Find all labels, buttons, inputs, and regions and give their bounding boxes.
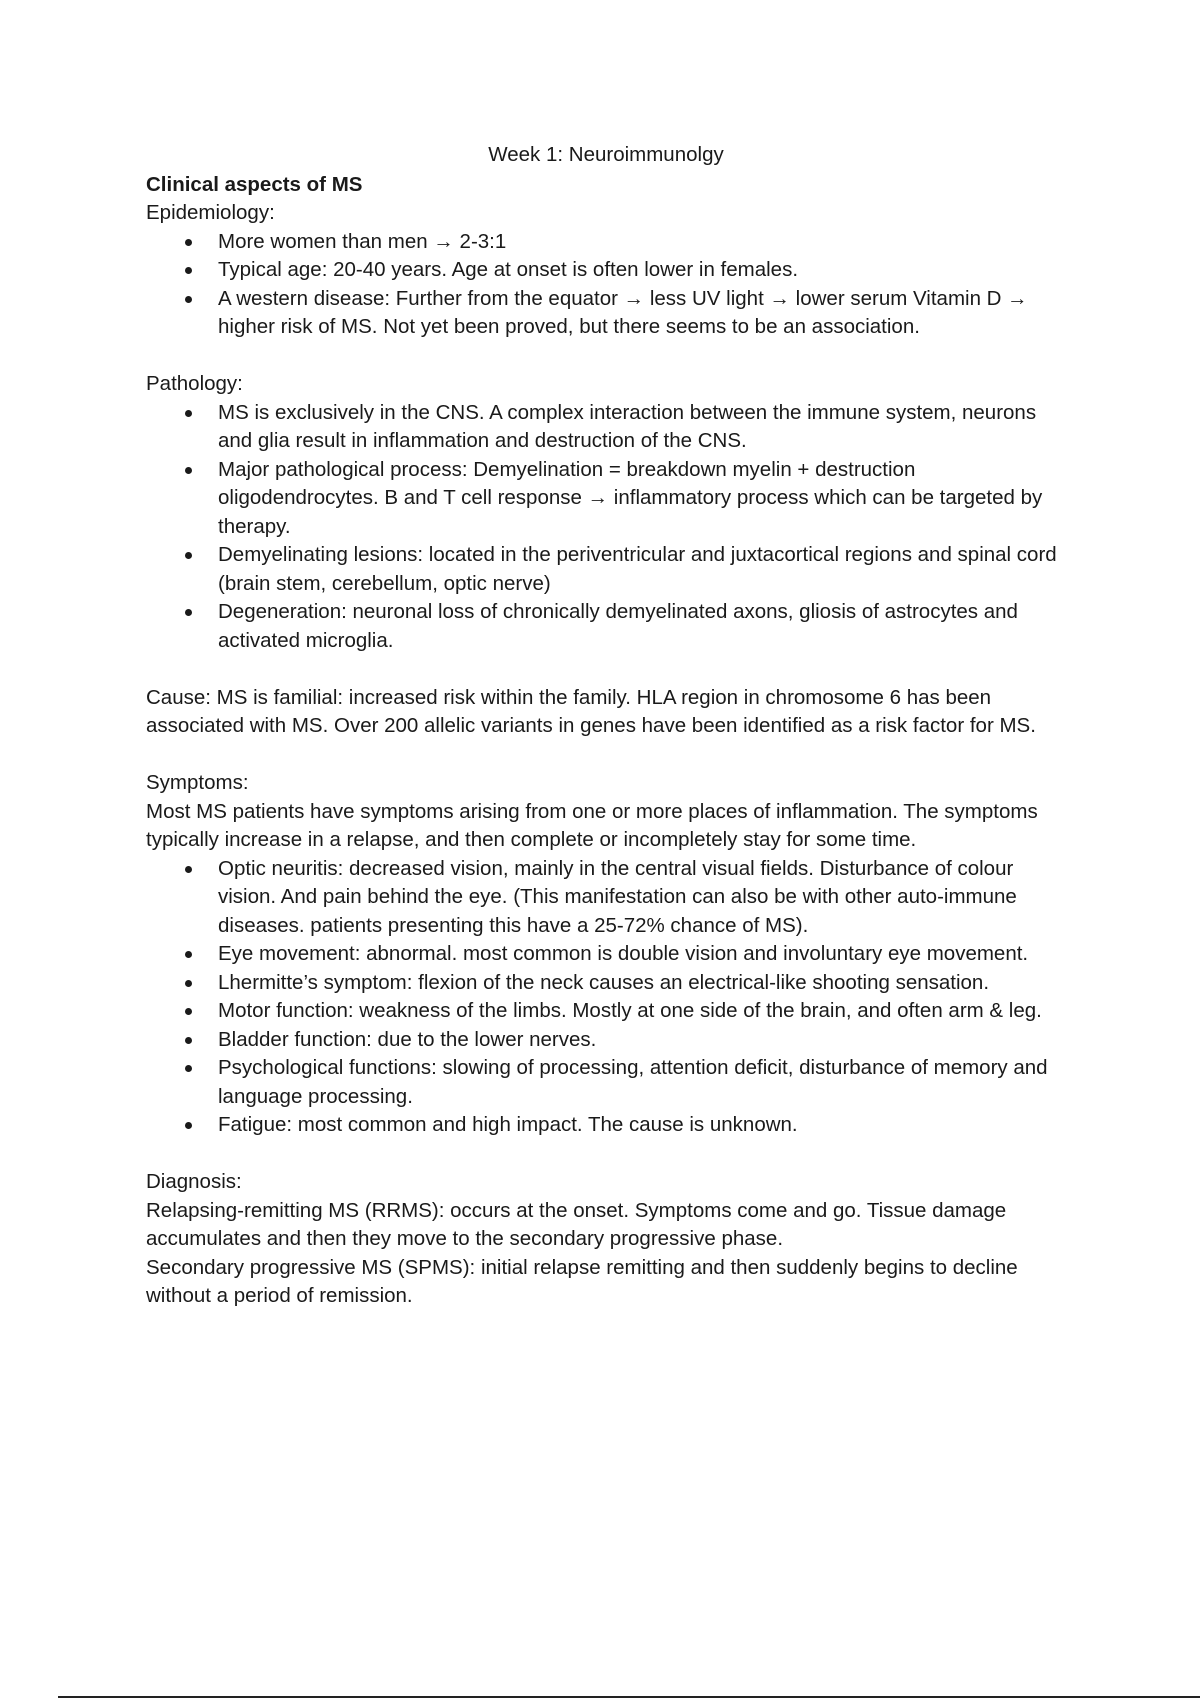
spacer (146, 1140, 1066, 1169)
symptoms-label: Symptoms: (146, 771, 249, 794)
cause-paragraph: Cause: MS is familial: increased risk within the family. HLA region in chromosome 6 has been associated with MS. Over 200 allelic variants in genes have been identified as a risk factor for MS. (146, 685, 1036, 737)
epidemiology-label: Epidemiology: (146, 201, 275, 224)
spacer (146, 342, 1066, 371)
list-item: Bladder function: due to the lower nerves. (218, 1026, 1066, 1055)
epidemiology-list (146, 228, 1066, 342)
rrms-paragraph: Relapsing-remitting MS (RRMS): occurs at the onset. Symptoms come and go. Tissue damage accumulates and then they move to the secondary progressive phase. (146, 1198, 1007, 1250)
list-item: MS is exclusively in the CNS. A complex interaction between the immune system, neurons and glia result in inflammation and destruction of the CNS. (218, 399, 1066, 456)
list-item: A western disease: Further from the equator → less UV light → lower serum Vitamin D → higher risk of MS. Not yet been proved, but there seems to be an association. (218, 285, 1066, 342)
spms-paragraph: Secondary progressive MS (SPMS): initial relapse remitting and then suddenly begins to decline without a period of remission. (146, 1255, 1018, 1307)
list-item: Major pathological process: Demyelination = breakdown myelin + destruction oligodendrocytes. B and T cell response → inflammatory process which can be targeted by therapy. (218, 456, 1066, 542)
list-item: Optic neuritis: decreased vision, mainly in the central visual fields. Disturbance of colour vision. And pain behind the eye. (This manifestation can also be with other auto-immune diseases. patients presenting this have a 25-72% chance of MS). (218, 855, 1066, 941)
pathology-list (146, 399, 1066, 656)
list-item: Motor function: weakness of the limbs. Mostly at one side of the brain, and often arm & leg. (218, 997, 1066, 1026)
list-item: Lhermitte’s symptom: flexion of the neck causes an electrical-like shooting sensation. (218, 969, 1066, 998)
list-item: Typical age: 20-40 years. Age at onset is often lower in females. (218, 256, 1066, 285)
document-title: Week 1: Neuroimmunolgy (488, 143, 724, 166)
symptoms-intro: Most MS patients have symptoms arising from one or more places of inflammation. The symptoms typically increase in a relapse, and then complete or incompletely stay for some time. (146, 799, 1038, 851)
list-item: Degeneration: neuronal loss of chronically demyelinated axons, gliosis of astrocytes and activated microglia. (218, 598, 1066, 655)
list-item: Fatigue: most common and high impact. The cause is unknown. (218, 1111, 1066, 1140)
page-bottom-rule (58, 1696, 1200, 1698)
diagnosis-label: Diagnosis: (146, 1170, 242, 1193)
symptoms-list (146, 855, 1066, 1140)
spacer (146, 655, 1066, 684)
list-item: Psychological functions: slowing of processing, attention deficit, disturbance of memory and language processing. (218, 1054, 1066, 1111)
pathology-label: Pathology: (146, 372, 243, 395)
list-item: More women than men → 2-3:1 (218, 228, 1066, 257)
document-page (146, 140, 1066, 1311)
spacer (146, 741, 1066, 770)
section-heading: Clinical aspects of MS (146, 173, 363, 196)
list-item: Demyelinating lesions: located in the periventricular and juxtacortical regions and spinal cord (brain stem, cerebellum, optic nerve) (218, 541, 1066, 598)
list-item: Eye movement: abnormal. most common is double vision and involuntary eye movement. (218, 940, 1066, 969)
